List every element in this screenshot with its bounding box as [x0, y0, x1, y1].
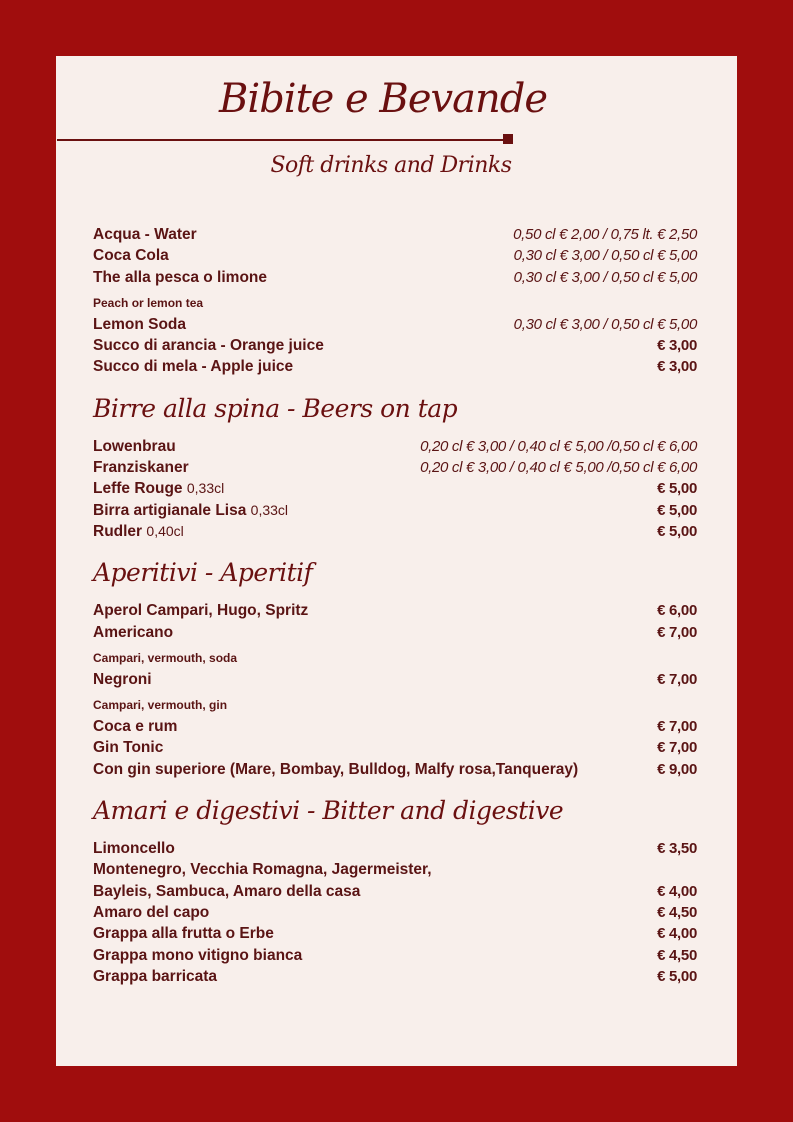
- item-price: € 3,00: [657, 358, 697, 376]
- item-price: € 4,00: [657, 925, 697, 943]
- menu-subtitle: Soft drinks and Drinks: [270, 153, 512, 178]
- item-name: [93, 923, 274, 944]
- item-name: [93, 902, 209, 923]
- item-name: [93, 356, 293, 377]
- menu-title: Bibite e Bevande: [219, 76, 547, 122]
- menu-item: [93, 478, 697, 499]
- menu-item: [93, 859, 697, 880]
- menu-item: [93, 669, 697, 690]
- item-name: [93, 881, 360, 902]
- item-name-text: Succo di arancia - Orange juice: [93, 337, 324, 355]
- section-heading-aperitifs: Aperitivi - Aperitif: [93, 558, 313, 588]
- menu-item: [93, 267, 697, 288]
- item-name-text: Coca e rum: [93, 718, 178, 736]
- item-note: Campari, vermouth, soda: [93, 650, 238, 665]
- menu-item: [93, 737, 697, 758]
- item-name-text: Grappa mono vitigno bianca: [93, 946, 303, 964]
- item-name: [93, 224, 197, 245]
- menu-list: [93, 224, 697, 987]
- menu-item: [93, 881, 697, 902]
- item-name: [93, 600, 308, 621]
- item-name-text: Negroni: [93, 670, 152, 688]
- item-name-text: Succo di mela - Apple juice: [93, 358, 294, 376]
- item-price: € 3,00: [657, 337, 697, 355]
- item-price: € 3,50: [657, 840, 697, 858]
- item-name-text: Americano: [93, 623, 174, 641]
- menu-item: [93, 356, 697, 377]
- item-name-text: Aperol Campari, Hugo, Spritz: [93, 602, 309, 620]
- menu-item: [93, 600, 697, 621]
- item-price: € 6,00: [657, 602, 697, 620]
- menu-item: [93, 945, 697, 966]
- section-heading-beers: Birre alla spina - Beers on tap: [93, 393, 458, 423]
- item-name: [93, 737, 163, 758]
- item-size: 0,33cl: [250, 501, 289, 518]
- item-name: [93, 436, 176, 457]
- item-name-text: The alla pesca o limone: [93, 268, 268, 286]
- item-name-text: Franziskaner: [93, 459, 189, 477]
- menu-item: [93, 716, 697, 737]
- item-name: [93, 966, 217, 987]
- menu-item: [93, 521, 697, 542]
- item-price: 0,20 cl € 3,00 / 0,40 cl € 5,00 /0,50 cl € 6,00: [420, 459, 697, 477]
- item-name: [93, 500, 288, 521]
- item-price: € 7,00: [657, 623, 697, 641]
- menu-item: [93, 966, 697, 987]
- item-size: 0,33cl: [186, 480, 225, 497]
- item-name: [93, 859, 432, 880]
- item-price: € 4,50: [657, 903, 697, 921]
- item-price: € 9,00: [657, 760, 697, 778]
- menu-item: [93, 224, 697, 245]
- item-name-text: Leffe Rouge: [93, 480, 183, 498]
- menu-item: [93, 500, 697, 521]
- menu-item: [93, 436, 697, 457]
- item-price: € 7,00: [657, 670, 697, 688]
- item-name: [93, 838, 175, 859]
- item-name: [93, 314, 186, 335]
- item-name-text: Coca Cola: [93, 247, 169, 265]
- item-name: [93, 716, 177, 737]
- item-price: € 7,00: [657, 739, 697, 757]
- item-name: [93, 267, 267, 288]
- item-size: 0,40cl: [146, 522, 184, 539]
- item-name: [93, 759, 578, 780]
- menu-item: [93, 923, 697, 944]
- item-price: € 5,00: [657, 501, 697, 519]
- menu-item: [93, 902, 697, 923]
- item-name-text: Rudler: [93, 522, 143, 540]
- item-name: [93, 521, 184, 542]
- item-name-text: Lemon Soda: [93, 315, 187, 333]
- item-name-text: Gin Tonic: [93, 739, 164, 757]
- item-price: € 5,00: [657, 480, 697, 498]
- item-price: 0,30 cl € 3,00 / 0,50 cl € 5,00: [513, 268, 697, 286]
- item-name-text: Grappa alla frutta o Erbe: [93, 925, 274, 943]
- item-name: [93, 245, 169, 266]
- item-name: [93, 669, 152, 690]
- menu-item: [93, 245, 697, 266]
- menu-item: [93, 457, 697, 478]
- section-heading-digestives: Amari e digestivi - Bitter and digestive: [93, 796, 564, 826]
- item-name-text: Amaro del capo: [93, 903, 210, 921]
- item-note: Peach or lemon tea: [93, 295, 204, 310]
- item-price: € 4,50: [657, 946, 697, 964]
- item-name: [93, 478, 224, 499]
- item-name: [93, 457, 189, 478]
- item-name-text: Con gin superiore (Mare, Bombay, Bulldog, Malfy rosa,Tanqueray): [93, 760, 579, 778]
- item-name: [93, 335, 324, 356]
- item-price: € 7,00: [657, 718, 697, 736]
- menu-item: [93, 335, 697, 356]
- title-divider: [57, 139, 509, 141]
- item-price: € 4,00: [657, 882, 697, 900]
- item-name-text: Limoncello: [93, 840, 175, 858]
- item-price: € 5,00: [657, 522, 697, 540]
- item-name-text: Montenegro, Vecchia Romagna, Jagermeister,: [93, 861, 432, 879]
- item-name-text: Grappa barricata: [93, 967, 218, 985]
- item-name-text: Bayleis, Sambuca, Amaro della casa: [93, 882, 361, 900]
- item-price: 0,20 cl € 3,00 / 0,40 cl € 5,00 /0,50 cl € 6,00: [420, 437, 697, 455]
- divider-square: [503, 134, 513, 144]
- item-name: [93, 945, 302, 966]
- menu-item: [93, 314, 697, 335]
- item-name-text: Acqua - Water: [93, 226, 197, 243]
- item-note: Campari, vermouth, gin: [93, 698, 228, 713]
- item-name-text: Lowenbrau: [93, 437, 176, 455]
- item-price: € 5,00: [657, 967, 697, 985]
- menu-item: [93, 838, 697, 859]
- menu-item: [93, 759, 697, 780]
- item-name-text: Birra artigianale Lisa: [93, 501, 247, 519]
- menu-item: [93, 622, 697, 643]
- item-price: 0,50 cl € 2,00 / 0,75 lt. € 2,50: [513, 226, 697, 243]
- item-price: 0,30 cl € 3,00 / 0,50 cl € 5,00: [513, 315, 697, 333]
- item-price: 0,30 cl € 3,00 / 0,50 cl € 5,00: [513, 247, 697, 265]
- item-name: [93, 622, 173, 643]
